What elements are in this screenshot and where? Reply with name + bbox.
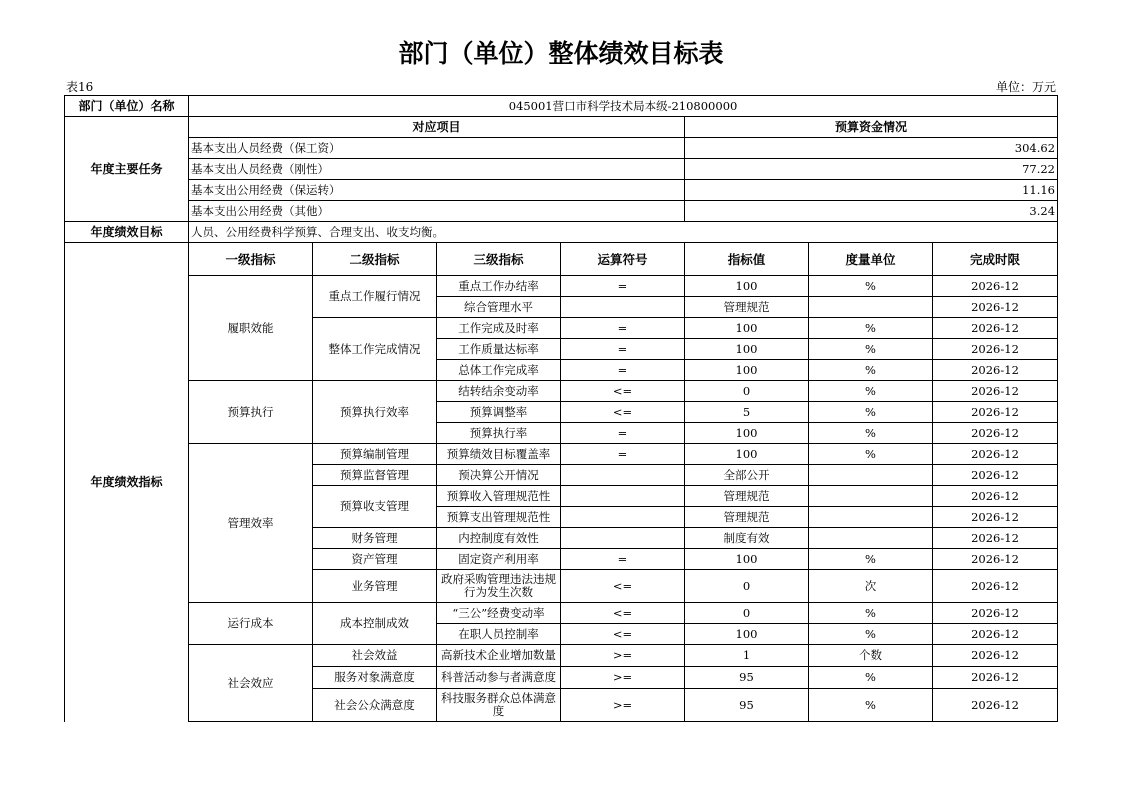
operator-cell: <= [561,624,685,645]
operator-cell: <= [561,603,685,624]
task-item: 基本支出公用经费（保运转） [189,180,685,201]
unit-cell: % [809,318,933,339]
value-cell: 100 [685,339,809,360]
operator-cell: >= [561,645,685,667]
deadline-cell: 2026-12 [933,402,1058,423]
indicators-label: 年度绩效指标 [65,243,189,722]
level3-cell: 预算执行率 [437,423,561,444]
header-level2: 二级指标 [313,243,437,276]
value-cell: 100 [685,276,809,297]
level2-cell: 资产管理 [313,549,437,570]
value-cell: 100 [685,423,809,444]
deadline-cell: 2026-12 [933,339,1058,360]
indicator-header-row [65,243,1058,276]
task-item: 基本支出人员经费（刚性） [189,159,685,180]
level1-cell: 运行成本 [189,603,313,645]
deadline-cell: 2026-12 [933,486,1058,507]
deadline-cell: 2026-12 [933,381,1058,402]
perf-goal-row [65,222,1058,243]
value-cell: 管理规范 [685,297,809,318]
operator-cell: = [561,339,685,360]
level3-cell: 总体工作完成率 [437,360,561,381]
header-operator: 运算符号 [561,243,685,276]
unit-cell [809,297,933,318]
unit-label: 单位：万元 [995,80,1056,94]
level3-cell: 工作完成及时率 [437,318,561,339]
deadline-cell: 2026-12 [933,528,1058,549]
level3-cell: 科普活动参与者满意度 [437,667,561,689]
deadline-cell: 2026-12 [933,276,1058,297]
unit-cell: % [809,624,933,645]
unit-cell: % [809,689,933,722]
dept-row [65,96,1058,117]
unit-cell: % [809,444,933,465]
deadline-cell: 2026-12 [933,465,1058,486]
level3-cell: 高新技术企业增加数量 [437,645,561,667]
col-item-header: 对应项目 [189,117,685,138]
unit-cell: % [809,276,933,297]
task-row [65,138,1058,159]
performance-target-table [64,95,1058,722]
value-cell: 100 [685,549,809,570]
value-cell: 0 [685,570,809,603]
level3-cell: 预决算公开情况 [437,465,561,486]
unit-cell: % [809,402,933,423]
level3-cell: 预算支出管理规范性 [437,507,561,528]
value-cell: 100 [685,624,809,645]
dept-value: 045001营口市科学技术局本级-210800000 [189,96,1058,117]
value-cell: 管理规范 [685,486,809,507]
task-amount: 11.16 [685,180,1058,201]
level2-cell: 重点工作履行情况 [313,276,437,318]
value-cell: 95 [685,689,809,722]
value-cell: 0 [685,381,809,402]
annual-tasks-label: 年度主要任务 [65,117,189,222]
operator-cell [561,465,685,486]
unit-cell: % [809,339,933,360]
level1-cell: 预算执行 [189,381,313,444]
operator-cell: <= [561,570,685,603]
level2-cell: 预算执行效率 [313,381,437,444]
level2-cell: 服务对象满意度 [313,667,437,689]
value-cell: 1 [685,645,809,667]
dept-label: 部门（单位）名称 [65,96,189,117]
task-amount: 3.24 [685,201,1058,222]
deadline-cell: 2026-12 [933,667,1058,689]
indicator-row [65,603,1058,624]
value-cell: 100 [685,318,809,339]
operator-cell: = [561,444,685,465]
level2-cell: 社会效益 [313,645,437,667]
deadline-cell: 2026-12 [933,645,1058,667]
indicator-row [65,276,1058,297]
unit-cell: % [809,360,933,381]
deadline-cell: 2026-12 [933,549,1058,570]
operator-cell [561,297,685,318]
operator-cell: <= [561,381,685,402]
level3-cell: 政府采购管理违法违规行为发生次数 [437,570,561,603]
unit-cell: 次 [809,570,933,603]
deadline-cell: 2026-12 [933,689,1058,722]
level1-cell: 履职效能 [189,276,313,381]
header-unit: 度量单位 [809,243,933,276]
operator-cell: >= [561,667,685,689]
level2-cell: 成本控制成效 [313,603,437,645]
operator-cell [561,507,685,528]
deadline-cell: 2026-12 [933,423,1058,444]
level2-cell: 整体工作完成情况 [313,318,437,381]
operator-cell [561,486,685,507]
level3-cell: 固定资产利用率 [437,549,561,570]
level1-cell: 管理效率 [189,444,313,603]
value-cell: 制度有效 [685,528,809,549]
task-row [65,201,1058,222]
deadline-cell: 2026-12 [933,318,1058,339]
operator-cell: = [561,423,685,444]
level2-cell: 财务管理 [313,528,437,549]
level3-cell: 工作质量达标率 [437,339,561,360]
level2-cell: 社会公众满意度 [313,689,437,722]
value-cell: 0 [685,603,809,624]
level2-cell: 预算编制管理 [313,444,437,465]
unit-cell: 个数 [809,645,933,667]
task-amount: 304.62 [685,138,1058,159]
level2-cell: 预算收支管理 [313,486,437,528]
table-number: 表16 [66,80,94,94]
deadline-cell: 2026-12 [933,507,1058,528]
level3-cell: 科技服务群众总体满意度 [437,689,561,722]
deadline-cell: 2026-12 [933,624,1058,645]
value-cell: 5 [685,402,809,423]
operator-cell: <= [561,402,685,423]
value-cell: 95 [685,667,809,689]
indicator-row [65,645,1058,667]
level2-cell: 业务管理 [313,570,437,603]
level3-cell: 预算绩效目标覆盖率 [437,444,561,465]
header-deadline: 完成时限 [933,243,1058,276]
unit-cell [809,465,933,486]
unit-cell: % [809,603,933,624]
unit-cell: % [809,549,933,570]
level1-cell: 社会效应 [189,645,313,722]
unit-cell [809,507,933,528]
perf-goal-label: 年度绩效目标 [65,222,189,243]
value-cell: 100 [685,360,809,381]
task-item: 基本支出公用经费（其他） [189,201,685,222]
level3-cell: 重点工作办结率 [437,276,561,297]
task-row [65,180,1058,201]
level3-cell: 在职人员控制率 [437,624,561,645]
level3-cell: “三公”经费变动率 [437,603,561,624]
unit-cell: % [809,423,933,444]
deadline-cell: 2026-12 [933,570,1058,603]
level2-cell: 预算监督管理 [313,465,437,486]
operator-cell: = [561,549,685,570]
indicator-row [65,444,1058,465]
indicator-row [65,381,1058,402]
task-item: 基本支出人员经费（保工资） [189,138,685,159]
deadline-cell: 2026-12 [933,360,1058,381]
perf-goal-value: 人员、公用经费科学预算、合理支出、收支均衡。 [189,222,1058,243]
operator-cell: = [561,276,685,297]
value-cell: 管理规范 [685,507,809,528]
page-title: 部门（单位）整体绩效目标表 [398,39,724,68]
deadline-cell: 2026-12 [933,297,1058,318]
deadline-cell: 2026-12 [933,603,1058,624]
deadline-cell: 2026-12 [933,444,1058,465]
header-value: 指标值 [685,243,809,276]
value-cell: 100 [685,444,809,465]
col-budget-header: 预算资金情况 [685,117,1058,138]
operator-cell: >= [561,689,685,722]
header-level1: 一级指标 [189,243,313,276]
level3-cell: 综合管理水平 [437,297,561,318]
level3-cell: 结转结余变动率 [437,381,561,402]
task-row [65,159,1058,180]
value-cell: 全部公开 [685,465,809,486]
operator-cell [561,528,685,549]
level3-cell: 预算收入管理规范性 [437,486,561,507]
unit-cell [809,528,933,549]
operator-cell: = [561,318,685,339]
task-amount: 77.22 [685,159,1058,180]
unit-cell: % [809,381,933,402]
unit-cell [809,486,933,507]
level3-cell: 内控制度有效性 [437,528,561,549]
tasks-header-row [65,117,1058,138]
level3-cell: 预算调整率 [437,402,561,423]
operator-cell: = [561,360,685,381]
unit-cell: % [809,667,933,689]
header-level3: 三级指标 [437,243,561,276]
